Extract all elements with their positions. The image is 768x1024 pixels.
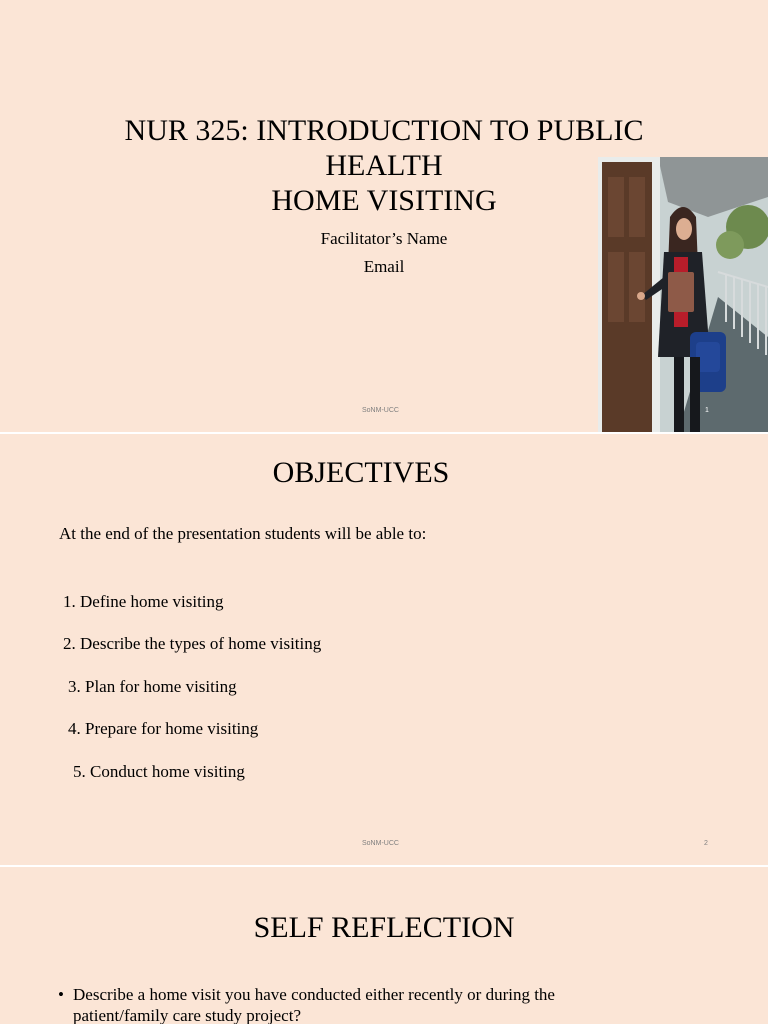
self-reflection-title: SELF REFLECTION	[253, 911, 515, 944]
objective-item: 1. Define home visiting	[63, 592, 224, 611]
title-line-3: HOME VISITING	[271, 184, 497, 217]
objective-item: 2. Describe the types of home visiting	[63, 634, 322, 653]
objectives-title: OBJECTIVES	[272, 456, 450, 489]
facilitator-email: Email	[363, 257, 405, 276]
slide-page-number: 2	[704, 840, 708, 847]
objectives-intro: At the end of the presentation students will be able to:	[59, 524, 427, 543]
slide-footer: SoNM-UCC	[362, 840, 399, 847]
slide-self-reflection	[0, 867, 768, 1024]
slide-title-heading	[90, 113, 678, 218]
facilitator-name: Facilitator’s Name	[320, 229, 448, 248]
title-line-2: HEALTH	[325, 149, 443, 182]
slide-title	[0, 0, 768, 432]
objective-item: 4. Prepare for home visiting	[68, 719, 259, 738]
objective-item: 5. Conduct home visiting	[73, 762, 245, 781]
photo-slide-number: 1	[705, 407, 709, 414]
bullet-text: Describe a home visit you have conducted either recently or during the patient/family care study project?	[73, 985, 555, 1024]
slide-objectives	[0, 434, 768, 865]
bullet-symbol: •	[58, 985, 64, 1004]
title-line-1: NUR 325: INTRODUCTION TO PUBLIC	[124, 114, 644, 147]
home-visit-photo	[598, 157, 768, 432]
slide-footer: SoNM-UCC	[362, 407, 399, 414]
objective-item: 3. Plan for home visiting	[68, 677, 237, 696]
